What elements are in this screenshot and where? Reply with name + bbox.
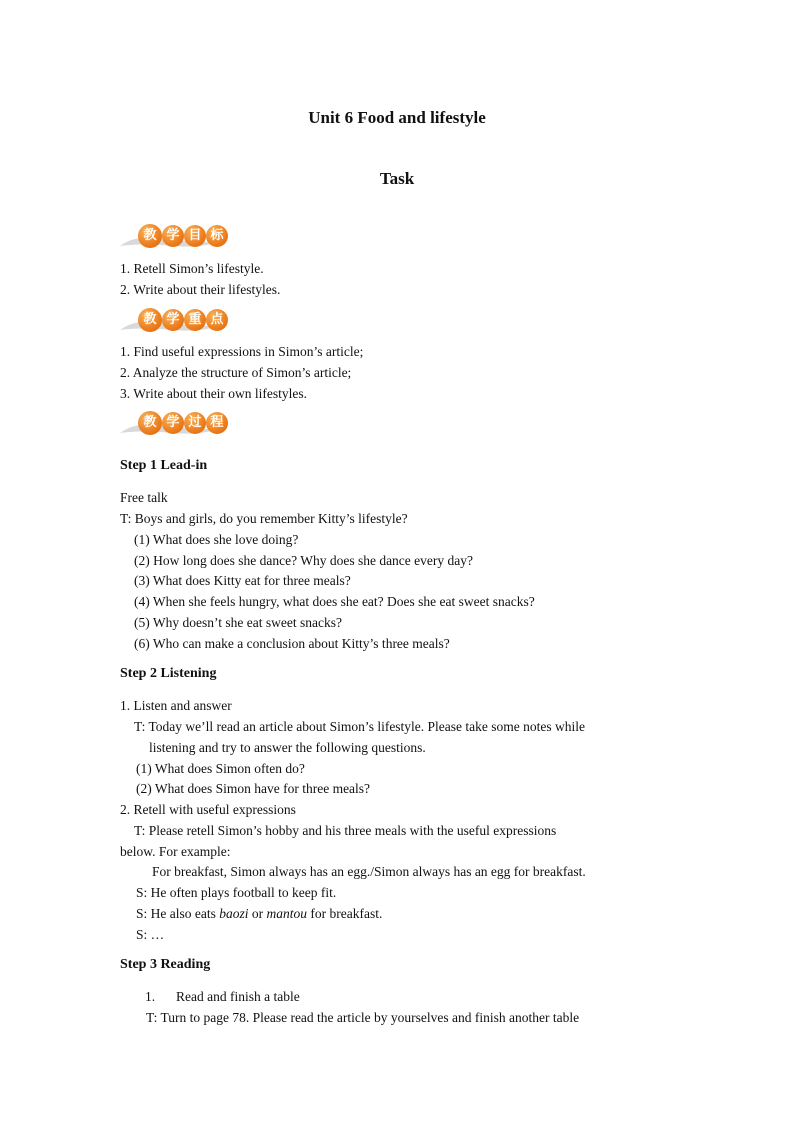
step2-teacher-line: T: Please retell Simon’s hobby and his three meals with the useful expressions bbox=[134, 823, 557, 838]
step2-student-line: S: He often plays football to keep fit. bbox=[136, 885, 337, 900]
objective-item: 1. Retell Simon’s lifestyle. bbox=[120, 261, 264, 276]
step2-teacher-line: T: Today we’ll read an article about Simon’s lifestyle. Please take some notes while bbox=[134, 719, 586, 734]
key-point-item: 3. Write about their own lifestyles. bbox=[120, 386, 308, 401]
badge-char: 教 bbox=[138, 411, 162, 435]
objective-item: 2. Write about their lifestyles. bbox=[120, 282, 281, 297]
step2-teacher-line: listening and try to answer the following questions. bbox=[149, 740, 426, 755]
step2-heading: Step 2 Listening bbox=[120, 666, 217, 681]
badge-char: 学 bbox=[162, 309, 184, 331]
step1-intro: Free talk bbox=[120, 490, 168, 505]
step2-sub2: 2. Retell with useful expressions bbox=[120, 802, 296, 817]
italic-word: mantou bbox=[266, 906, 308, 921]
step2-sub1: 1. Listen and answer bbox=[120, 698, 232, 713]
badge-char: 过 bbox=[184, 412, 206, 434]
badge-char: 程 bbox=[206, 412, 228, 434]
badge-char: 点 bbox=[206, 309, 228, 331]
badge-char: 学 bbox=[162, 225, 184, 247]
text-segment: S: He also eats bbox=[136, 906, 220, 921]
badge-char: 教 bbox=[138, 224, 162, 248]
italic-word: baozi bbox=[219, 906, 249, 921]
step2-student-line bbox=[136, 905, 382, 923]
step3-item-number: 1. bbox=[145, 989, 156, 1004]
badge-char: 目 bbox=[184, 225, 206, 247]
text-segment: or bbox=[248, 906, 267, 921]
key-point-item: 1. Find useful expressions in Simon’s article; bbox=[120, 344, 364, 359]
step2-question: (2) What does Simon have for three meals? bbox=[136, 781, 371, 796]
badge-char: 重 bbox=[184, 309, 206, 331]
text-segment: for breakfast. bbox=[307, 906, 383, 921]
step3-heading: Step 3 Reading bbox=[120, 957, 211, 972]
step2-teacher-line: below. For example: bbox=[120, 844, 231, 859]
step1-question: T: Boys and girls, do you remember Kitty’s lifestyle? bbox=[120, 511, 408, 526]
step1-item: (4) When she feels hungry, what does she eat? Does she eat sweet snacks? bbox=[134, 594, 535, 609]
step3-item-text: Read and finish a table bbox=[176, 989, 300, 1004]
badge-char: 标 bbox=[206, 225, 228, 247]
badge-teaching-process bbox=[118, 411, 228, 437]
step2-example: For breakfast, Simon always has an egg./Simon always has an egg for breakfast. bbox=[152, 864, 586, 879]
badge-char: 学 bbox=[162, 412, 184, 434]
step1-item: (3) What does Kitty eat for three meals? bbox=[134, 573, 351, 588]
step1-heading: Step 1 Lead-in bbox=[120, 458, 208, 473]
step1-item: (5) Why doesn’t she eat sweet snacks? bbox=[134, 615, 342, 630]
step2-student-line: S: … bbox=[136, 927, 165, 942]
step1-item: (1) What does she love doing? bbox=[134, 532, 299, 547]
badge-teaching-objectives bbox=[118, 224, 228, 250]
step3-teacher-line: T: Turn to page 78. Please read the article by yourselves and finish another table bbox=[146, 1010, 580, 1025]
step1-item: (6) Who can make a conclusion about Kitty’s three meals? bbox=[134, 636, 450, 651]
badge-key-points bbox=[118, 308, 228, 334]
step2-question: (1) What does Simon often do? bbox=[136, 761, 305, 776]
key-point-item: 2. Analyze the structure of Simon’s article; bbox=[120, 365, 352, 380]
step1-item: (2) How long does she dance? Why does she dance every day? bbox=[134, 553, 474, 568]
document-title: Unit 6 Food and lifestyle bbox=[308, 108, 486, 127]
badge-char: 教 bbox=[138, 308, 162, 332]
document-subtitle: Task bbox=[379, 169, 415, 188]
